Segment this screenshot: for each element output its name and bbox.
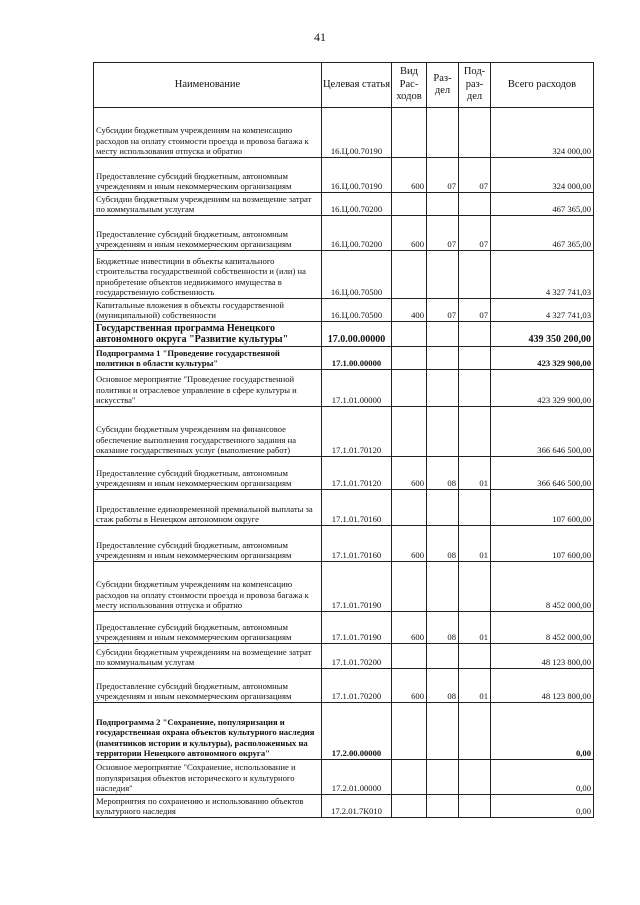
row-total: 366 646 500,00 bbox=[491, 457, 594, 490]
table-row bbox=[94, 526, 594, 562]
row-subsection: 07 bbox=[459, 158, 491, 193]
row-type: 600 bbox=[392, 526, 427, 562]
row-type bbox=[392, 760, 427, 795]
row-type: 600 bbox=[392, 216, 427, 251]
row-name: Субсидии бюджетным учреждениям на компенсацию расходов на оплату стоимости проезда и провоза багажа к месту использования отпуска и обратно bbox=[94, 562, 322, 612]
table-row bbox=[94, 370, 594, 407]
header-section: Раз-дел bbox=[427, 63, 459, 108]
header-type: Вид Рас-ходов bbox=[392, 63, 427, 108]
table-row bbox=[94, 669, 594, 703]
row-subsection bbox=[459, 644, 491, 669]
row-section bbox=[427, 562, 459, 612]
row-section: 07 bbox=[427, 299, 459, 322]
row-total: 366 646 500,00 bbox=[491, 407, 594, 457]
row-section: 08 bbox=[427, 526, 459, 562]
row-article: 17.1.01.70160 bbox=[322, 490, 392, 526]
row-name: Подпрограмма 2 "Сохранение, популяризация и государственная охрана объектов культурного наследия (памятников истории и культуры), расположенных на территории Ненецкого автономного округа" bbox=[94, 703, 322, 760]
table-row-subprogram bbox=[94, 703, 594, 760]
row-type bbox=[392, 795, 427, 818]
row-subsection bbox=[459, 322, 491, 347]
header-subsection: Под-раз-дел bbox=[459, 63, 491, 108]
row-subsection bbox=[459, 407, 491, 457]
row-type bbox=[392, 347, 427, 370]
row-subsection: 01 bbox=[459, 669, 491, 703]
row-article: 17.2.00.00000 bbox=[322, 703, 392, 760]
table-row bbox=[94, 216, 594, 251]
row-subsection bbox=[459, 108, 491, 158]
row-name: Предоставление единовременной премиальной выплаты за стаж работы в Ненецком автономном округе bbox=[94, 490, 322, 526]
row-total: 467 365,00 bbox=[491, 193, 594, 216]
row-total: 107 600,00 bbox=[491, 526, 594, 562]
row-total: 0,00 bbox=[491, 703, 594, 760]
row-name: Мероприятия по сохранению и использованию объектов культурного наследия bbox=[94, 795, 322, 818]
row-name: Предоставление субсидий бюджетным, автономным учреждениям и иным некоммерческим организациям bbox=[94, 457, 322, 490]
table-row bbox=[94, 299, 594, 322]
row-subsection: 01 bbox=[459, 457, 491, 490]
row-total: 4 327 741,03 bbox=[491, 251, 594, 299]
row-type bbox=[392, 562, 427, 612]
row-name: Предоставление субсидий бюджетным, автономным учреждениям и иным некоммерческим организациям bbox=[94, 612, 322, 644]
row-name: Предоставление субсидий бюджетным, автономным учреждениям и иным некоммерческим организациям bbox=[94, 158, 322, 193]
row-subsection bbox=[459, 562, 491, 612]
row-article: 16.Ц.00.70200 bbox=[322, 216, 392, 251]
table-row-subprogram bbox=[94, 347, 594, 370]
row-name: Капитальные вложения в объекты государственной (муниципальной) собственности bbox=[94, 299, 322, 322]
table-row bbox=[94, 562, 594, 612]
row-total: 423 329 900,00 bbox=[491, 347, 594, 370]
row-total: 4 327 741,03 bbox=[491, 299, 594, 322]
row-article: 16.Ц.00.70500 bbox=[322, 251, 392, 299]
header-total: Всего расходов bbox=[491, 63, 594, 108]
row-article: 17.2.01.7К010 bbox=[322, 795, 392, 818]
row-name: Предоставление субсидий бюджетным, автономным учреждениям и иным некоммерческим организациям bbox=[94, 216, 322, 251]
table-row bbox=[94, 251, 594, 299]
row-article: 17.1.01.70190 bbox=[322, 612, 392, 644]
row-section: 07 bbox=[427, 216, 459, 251]
row-subsection bbox=[459, 251, 491, 299]
row-article: 17.1.01.70120 bbox=[322, 407, 392, 457]
table-row bbox=[94, 760, 594, 795]
row-article: 17.2.01.00000 bbox=[322, 760, 392, 795]
row-name: Предоставление субсидий бюджетным, автономным учреждениям и иным некоммерческим организациям bbox=[94, 526, 322, 562]
row-article: 17.0.00.00000 bbox=[322, 322, 392, 347]
row-total: 0,00 bbox=[491, 760, 594, 795]
expenditure-table bbox=[93, 62, 594, 818]
row-section bbox=[427, 644, 459, 669]
row-subsection bbox=[459, 703, 491, 760]
row-section bbox=[427, 407, 459, 457]
row-type bbox=[392, 322, 427, 347]
row-total: 0,00 bbox=[491, 795, 594, 818]
row-name: Основное мероприятие "Сохранение, использование и популяризация объектов исторического и культурного наследия" bbox=[94, 760, 322, 795]
row-section bbox=[427, 108, 459, 158]
row-name: Основное мероприятие "Проведение государственной политики и отраслевое управление в сфере культуры и искусства" bbox=[94, 370, 322, 407]
row-subsection bbox=[459, 193, 491, 216]
table-header-row bbox=[94, 63, 594, 108]
table-row bbox=[94, 795, 594, 818]
row-article: 17.1.01.70200 bbox=[322, 669, 392, 703]
row-total: 48 123 800,00 bbox=[491, 669, 594, 703]
row-total: 48 123 800,00 bbox=[491, 644, 594, 669]
row-total: 324 000,00 bbox=[491, 108, 594, 158]
row-type: 400 bbox=[392, 299, 427, 322]
row-name: Подпрограмма 1 "Проведение государственной политики в области культуры" bbox=[94, 347, 322, 370]
row-section: 08 bbox=[427, 669, 459, 703]
table-row bbox=[94, 644, 594, 669]
row-article: 16.Ц.00.70190 bbox=[322, 158, 392, 193]
row-subsection bbox=[459, 490, 491, 526]
table-row bbox=[94, 108, 594, 158]
row-article: 17.1.01.70190 bbox=[322, 562, 392, 612]
row-article: 17.1.01.70160 bbox=[322, 526, 392, 562]
row-subsection bbox=[459, 795, 491, 818]
row-total: 324 000,00 bbox=[491, 158, 594, 193]
row-subsection bbox=[459, 347, 491, 370]
row-name: Государственная программа Ненецкого автономного округа "Развитие культуры" bbox=[94, 322, 322, 347]
row-article: 17.1.00.00000 bbox=[322, 347, 392, 370]
row-section bbox=[427, 370, 459, 407]
row-type bbox=[392, 108, 427, 158]
row-type bbox=[392, 251, 427, 299]
row-name: Бюджетные инвестиции в объекты капитального строительства государственной собственности и (или) на приобретение объектов недвижимого имущества в государственную собственность bbox=[94, 251, 322, 299]
page-number: 41 bbox=[314, 30, 326, 44]
row-subsection: 07 bbox=[459, 299, 491, 322]
row-name: Предоставление субсидий бюджетным, автономным учреждениям и иным некоммерческим организациям bbox=[94, 669, 322, 703]
row-section: 08 bbox=[427, 612, 459, 644]
row-subsection bbox=[459, 760, 491, 795]
row-article: 16.Ц.00.70190 bbox=[322, 108, 392, 158]
row-section: 07 bbox=[427, 158, 459, 193]
table-row bbox=[94, 490, 594, 526]
row-section bbox=[427, 193, 459, 216]
row-section bbox=[427, 322, 459, 347]
row-type bbox=[392, 370, 427, 407]
row-type: 600 bbox=[392, 158, 427, 193]
row-section bbox=[427, 703, 459, 760]
header-article: Целевая статья bbox=[322, 63, 392, 108]
row-total: 107 600,00 bbox=[491, 490, 594, 526]
row-type bbox=[392, 703, 427, 760]
row-subsection: 01 bbox=[459, 612, 491, 644]
row-article: 16.Ц.00.70500 bbox=[322, 299, 392, 322]
row-total: 423 329 900,00 bbox=[491, 370, 594, 407]
row-article: 17.1.01.00000 bbox=[322, 370, 392, 407]
row-subsection: 07 bbox=[459, 216, 491, 251]
row-type bbox=[392, 407, 427, 457]
table-row bbox=[94, 457, 594, 490]
row-section bbox=[427, 795, 459, 818]
row-type: 600 bbox=[392, 457, 427, 490]
row-article: 17.1.01.70200 bbox=[322, 644, 392, 669]
table-row bbox=[94, 407, 594, 457]
row-type bbox=[392, 644, 427, 669]
row-article: 17.1.01.70120 bbox=[322, 457, 392, 490]
row-subsection bbox=[459, 370, 491, 407]
row-section bbox=[427, 347, 459, 370]
row-section bbox=[427, 760, 459, 795]
table-row-program bbox=[94, 322, 594, 347]
header-name: Наименование bbox=[94, 63, 322, 108]
row-type: 600 bbox=[392, 612, 427, 644]
row-name: Субсидии бюджетным учреждениям на возмещение затрат по коммунальным услугам bbox=[94, 193, 322, 216]
row-article: 16.Ц.00.70200 bbox=[322, 193, 392, 216]
row-section bbox=[427, 490, 459, 526]
table-row bbox=[94, 193, 594, 216]
row-total: 8 452 000,00 bbox=[491, 612, 594, 644]
row-total: 8 452 000,00 bbox=[491, 562, 594, 612]
table-row bbox=[94, 158, 594, 193]
row-section bbox=[427, 251, 459, 299]
row-section: 08 bbox=[427, 457, 459, 490]
row-total: 439 350 200,00 bbox=[491, 322, 594, 347]
row-subsection: 01 bbox=[459, 526, 491, 562]
row-name: Субсидии бюджетным учреждениям на финансовое обеспечение выполнения государственного задания на оказание государственных услуг (выполнение работ) bbox=[94, 407, 322, 457]
row-type: 600 bbox=[392, 669, 427, 703]
row-type bbox=[392, 490, 427, 526]
row-type bbox=[392, 193, 427, 216]
row-total: 467 365,00 bbox=[491, 216, 594, 251]
row-name: Субсидии бюджетным учреждениям на возмещение затрат по коммунальным услугам bbox=[94, 644, 322, 669]
row-name: Субсидии бюджетным учреждениям на компенсацию расходов на оплату стоимости проезда и провоза багажа к месту использования отпуска и обратно bbox=[94, 108, 322, 158]
table-row bbox=[94, 612, 594, 644]
